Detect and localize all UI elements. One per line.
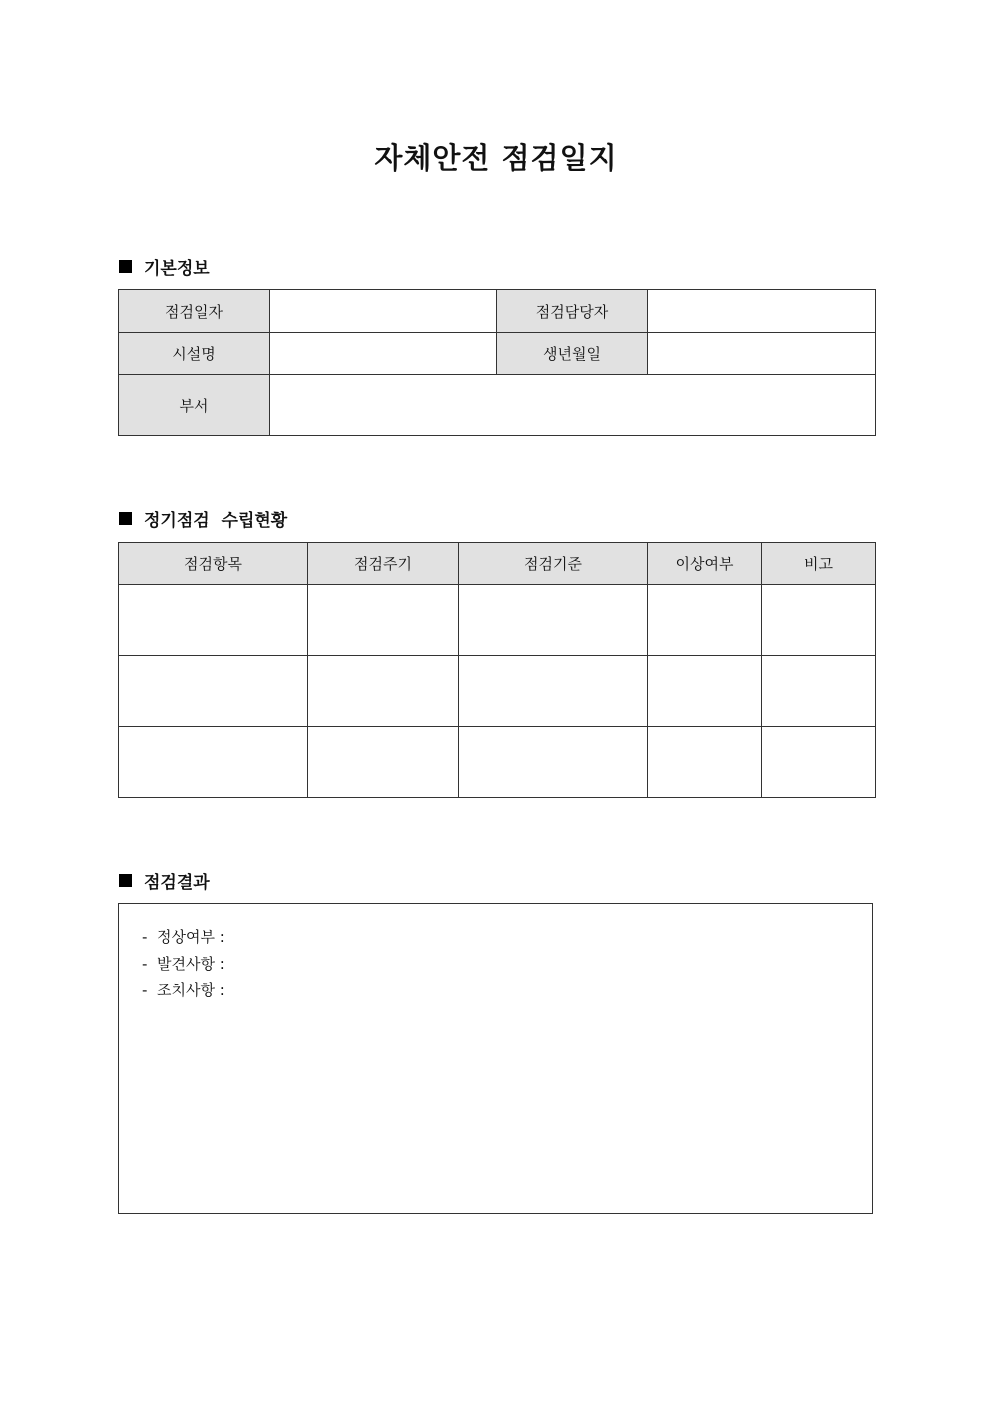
regular-inspection-heading	[119, 506, 287, 531]
department-field[interactable]	[270, 375, 876, 436]
table-cell[interactable]	[459, 727, 648, 798]
result-label-findings: 발견사항 :	[157, 954, 225, 973]
result-label-actions: 조치사항 :	[157, 981, 225, 999]
inspector-field[interactable]	[648, 290, 876, 333]
table-cell[interactable]	[308, 585, 459, 656]
result-heading-text: 점검결과	[144, 873, 210, 893]
table-row	[119, 375, 876, 436]
basic-info-heading	[119, 254, 210, 279]
table-cell[interactable]	[648, 656, 762, 727]
table-cell[interactable]	[762, 585, 876, 656]
square-bullet-icon	[119, 874, 132, 887]
dash-bullet: -	[142, 928, 148, 946]
table-cell[interactable]	[459, 585, 648, 656]
dash-bullet: -	[142, 954, 148, 973]
basic-info-table	[118, 289, 876, 436]
result-line-actions	[142, 977, 872, 1004]
column-header-abnormal: 이상여부	[648, 543, 762, 585]
facility-name-field[interactable]	[270, 333, 497, 375]
table-cell[interactable]	[762, 727, 876, 798]
column-header-remarks: 비고	[762, 543, 876, 585]
result-line-normal	[142, 924, 872, 951]
result-heading	[119, 868, 210, 893]
square-bullet-icon	[119, 260, 132, 273]
column-header-item: 점검항목	[119, 543, 308, 585]
table-cell[interactable]	[648, 585, 762, 656]
inspector-label: 점검담당자	[497, 290, 648, 333]
table-row	[119, 656, 876, 727]
table-row	[119, 585, 876, 656]
table-cell[interactable]	[459, 656, 648, 727]
table-header-row	[119, 543, 876, 585]
result-line-findings	[142, 951, 872, 978]
table-cell[interactable]	[119, 656, 308, 727]
table-row	[119, 333, 876, 375]
column-header-criteria: 점검기준	[459, 543, 648, 585]
birth-date-field[interactable]	[648, 333, 876, 375]
result-label-normal: 정상여부 :	[157, 928, 225, 946]
basic-info-heading-text: 기본정보	[144, 259, 210, 279]
table-cell[interactable]	[762, 656, 876, 727]
inspection-date-field[interactable]	[270, 290, 497, 333]
table-cell[interactable]	[119, 727, 308, 798]
page-title: 자체안전 점검일지	[374, 141, 618, 175]
result-box[interactable]	[118, 903, 873, 1214]
table-cell[interactable]	[648, 727, 762, 798]
table-row	[119, 727, 876, 798]
table-cell[interactable]	[308, 727, 459, 798]
table-cell[interactable]	[119, 585, 308, 656]
regular-inspection-table	[118, 542, 876, 798]
facility-name-label: 시설명	[119, 333, 270, 375]
table-cell[interactable]	[308, 656, 459, 727]
column-header-cycle: 점검주기	[308, 543, 459, 585]
regular-inspection-heading-text: 정기점검 수립현황	[144, 511, 288, 531]
inspection-date-label: 점검일자	[119, 290, 270, 333]
birth-date-label: 생년월일	[497, 333, 648, 375]
dash-bullet: -	[142, 981, 148, 999]
department-label: 부서	[119, 375, 270, 436]
square-bullet-icon	[119, 512, 132, 525]
table-row	[119, 290, 876, 333]
